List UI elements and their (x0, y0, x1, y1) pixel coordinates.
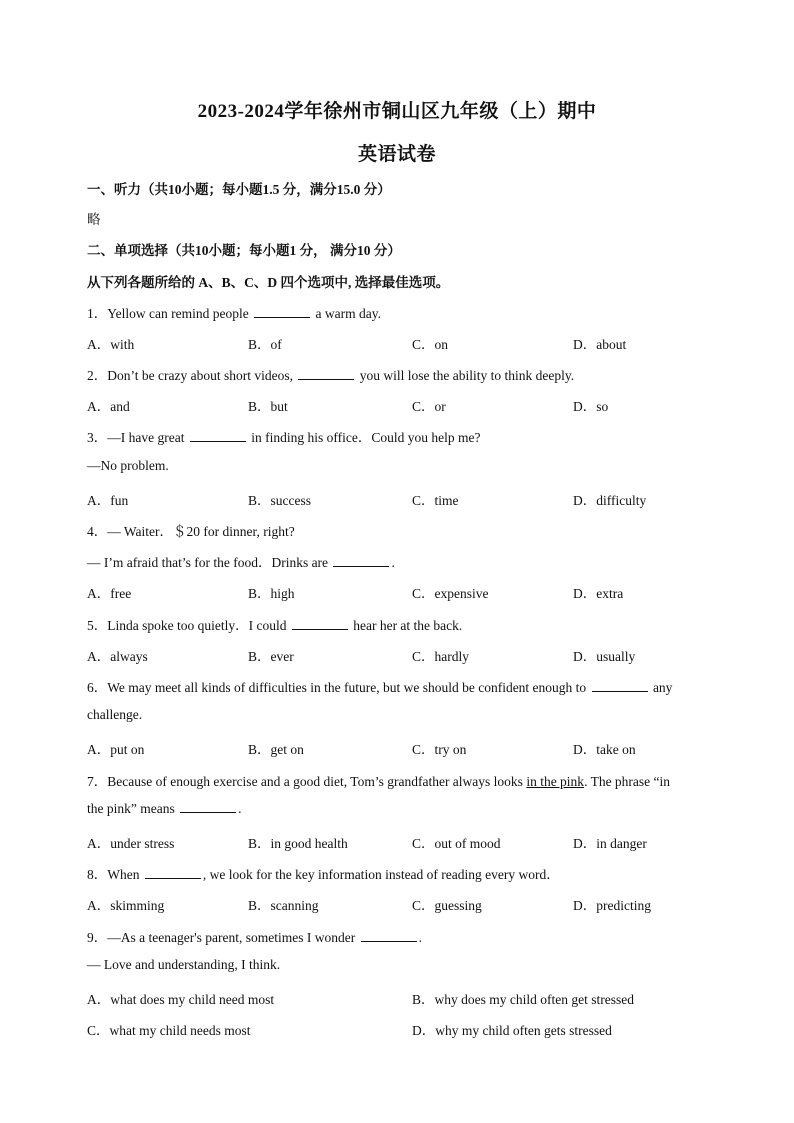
question-text: a warm day. (315, 306, 381, 321)
answer-blank (292, 619, 348, 630)
option-b: B．ever (248, 649, 294, 664)
option-b: B．success (248, 493, 311, 508)
option-d: D．difficulty (573, 493, 647, 508)
question-8 (87, 863, 560, 883)
option-b: B．of (248, 337, 282, 352)
question-6 (87, 676, 672, 696)
question-3-reply: —No problem. (87, 458, 169, 473)
question-text: , we look for the key information instead of reading every word． (202, 867, 560, 882)
option-a: A．always (87, 649, 148, 664)
option-b: B．scanning (248, 898, 319, 913)
answer-blank (361, 931, 417, 942)
option-b: B．but (248, 399, 288, 414)
question-text: — I’m afraid that’s for the food．Drinks are (87, 555, 329, 570)
question-text: in finding his office．Could you help me? (251, 430, 481, 445)
question-text: 6．We may meet all kinds of difficulties in the future, but we should be confident enough to (87, 680, 587, 695)
option-a: A．free (87, 586, 132, 601)
option-a: A．put on (87, 742, 145, 757)
question-1 (87, 302, 381, 322)
answer-blank (180, 802, 236, 813)
option-b: B．why does my child often get stressed (412, 992, 634, 1007)
answer-blank (145, 868, 201, 879)
question-text: 3．—I have great (87, 430, 185, 445)
option-c: C．what my child needs most (87, 1023, 251, 1038)
question-6-continued: challenge. (87, 707, 143, 722)
option-d: D．predicting (573, 898, 651, 913)
question-5 (87, 614, 462, 634)
option-c: C．expensive (412, 586, 489, 601)
option-c: C．try on (412, 742, 467, 757)
option-a: A．and (87, 399, 130, 414)
section1-header: 一、听力（共10小题；每小题1.5 分，满分15.0 分） (87, 182, 391, 197)
question-3 (87, 426, 480, 446)
answer-blank (592, 681, 648, 692)
question-4: 4．— Waiter．＄20 for dinner, right? (87, 524, 295, 539)
question-text: any (652, 680, 673, 695)
question-text: 5．Linda spoke too quietly．I could (87, 618, 287, 633)
answer-blank (190, 431, 246, 442)
underlined-phrase: in the pink (526, 774, 585, 789)
question-text: . (418, 930, 422, 945)
question-7 (87, 770, 670, 790)
option-d: D．about (573, 337, 627, 352)
question-9-reply: — Love and understanding, I think. (87, 957, 281, 972)
question-text: you will lose the ability to think deeply. (359, 368, 575, 383)
option-b: B．in good health (248, 836, 348, 851)
question-text: 1．Yellow can remind people (87, 306, 249, 321)
option-c: C．time (412, 493, 459, 508)
question-text: the pink” means (87, 801, 175, 816)
option-d: D．usually (573, 649, 636, 664)
option-c: C．hardly (412, 649, 469, 664)
section2-instruction: 从下列各题所给的 A、B、C、D 四个选项中, 选择最佳选项。 (87, 275, 450, 290)
option-b: B．high (248, 586, 295, 601)
question-2 (87, 364, 574, 384)
question-text: 2．Don’t be crazy about short videos, (87, 368, 293, 383)
answer-blank (298, 369, 354, 380)
option-a: A．skimming (87, 898, 165, 913)
question-text: . (391, 555, 395, 570)
question-4-reply (87, 551, 395, 571)
option-c: C．guessing (412, 898, 482, 913)
question-7-continued (87, 801, 241, 817)
option-d: D．take on (573, 742, 636, 757)
answer-blank (333, 556, 389, 567)
section1-note: 略 (87, 212, 101, 227)
question-text: 8．When (87, 867, 140, 882)
question-text: 9．—As a teenager's parent, sometimes I wonder (87, 930, 356, 945)
option-c: C．or (412, 399, 446, 414)
option-d: D．extra (573, 586, 624, 601)
section2-header: 二、单项选择（共10小题；每小题1 分， 满分10 分） (87, 243, 401, 258)
question-text: hear her at the back. (353, 618, 463, 633)
question-text: 7．Because of enough exercise and a good diet, Tom’s grandfather always looks (87, 774, 523, 789)
question-text: . The phrase “in (584, 774, 671, 789)
question-9 (87, 926, 422, 946)
option-a: A．fun (87, 493, 129, 508)
exam-title: 2023-2024学年徐州市铜山区九年级（上）期中 (197, 101, 597, 122)
exam-subtitle: 英语试卷 (357, 144, 436, 165)
question-text: . (238, 801, 242, 816)
option-d: D．why my child often gets stressed (412, 1023, 612, 1038)
option-d: D．in danger (573, 836, 647, 851)
option-a: A．with (87, 337, 135, 352)
option-c: C．out of mood (412, 836, 501, 851)
option-d: D．so (573, 399, 609, 414)
option-b: B．get on (248, 742, 304, 757)
option-a: A．what does my child need most (87, 992, 275, 1007)
option-c: C．on (412, 337, 449, 352)
option-a: A．under stress (87, 836, 175, 851)
answer-blank (254, 307, 310, 318)
